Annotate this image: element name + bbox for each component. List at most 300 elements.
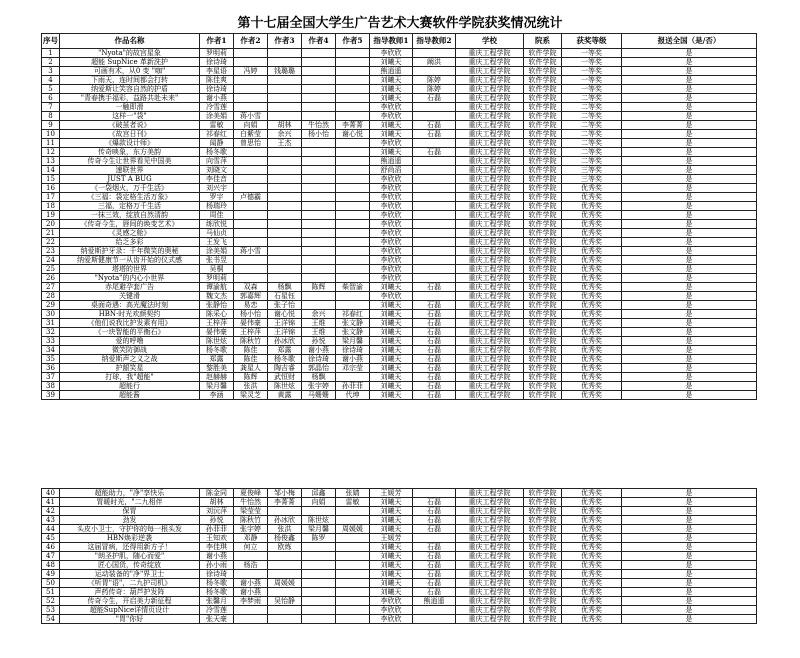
cell-advisor2 (413, 202, 456, 211)
cell-index: 49 (42, 570, 60, 579)
cell-award-level: 优秀奖 (562, 301, 622, 310)
cell-department: 软件学院 (524, 561, 562, 570)
cell-advisor1: 李欣欣 (370, 292, 413, 301)
cell-author2: 李梦雨 (234, 597, 268, 606)
cell-national-submission: 是 (622, 193, 757, 202)
cell-advisor1: 李欣欣 (370, 193, 413, 202)
cell-title: HBN·时光欢颜契约 (60, 310, 200, 319)
cell-index: 44 (42, 525, 60, 534)
cell-national-submission: 是 (622, 606, 757, 615)
cell-advisor1: 舒尚滔 (370, 166, 413, 175)
cell-title: 超能SupNice详情页设计 (60, 606, 200, 615)
cell-department: 软件学院 (524, 301, 562, 310)
cell-advisor2: 石磊 (413, 148, 456, 157)
cell-school: 重庆工程学院 (456, 67, 524, 76)
cell-index: 14 (42, 166, 60, 175)
cell-author5 (336, 516, 370, 525)
cell-national-submission: 是 (622, 130, 757, 139)
cell-author1: 张天豪 (200, 615, 234, 624)
cell-author3 (268, 265, 302, 274)
cell-author5 (336, 274, 370, 283)
table-row (42, 238, 757, 247)
cell-title: 声药传奇：葫芦护发阵 (60, 588, 200, 597)
cell-author1: 谢小燕 (200, 94, 234, 103)
cell-advisor1: 刘曦天 (370, 346, 413, 355)
cell-author4: 郭晶怡 (302, 364, 336, 373)
cell-author3 (268, 561, 302, 570)
cell-advisor2: 石磊 (413, 552, 456, 561)
cell-author2 (234, 103, 268, 112)
cell-author5 (336, 166, 370, 175)
cell-author1: 胡林 (200, 498, 234, 507)
cell-title: 纳爱斯护牙录：千年微笑的奥秘 (60, 247, 200, 256)
cell-department: 软件学院 (524, 256, 562, 265)
cell-author1: 吴桐 (200, 265, 234, 274)
cell-national-submission: 是 (622, 561, 757, 570)
cell-index: 13 (42, 157, 60, 166)
cell-author4 (302, 570, 336, 579)
table-row (42, 489, 757, 498)
cell-index: 50 (42, 579, 60, 588)
cell-author1: 李星语 (200, 67, 234, 76)
cell-national-submission: 是 (622, 175, 757, 184)
cell-author5 (336, 157, 370, 166)
table-row (42, 76, 757, 85)
cell-title: HBN焕彩逆袭 (60, 534, 200, 543)
cell-advisor1: 李欣欣 (370, 139, 413, 148)
cell-author1: 陈佳爽 (200, 76, 234, 85)
table-row (42, 103, 757, 112)
cell-author3: 钱璐璐 (268, 67, 302, 76)
cell-advisor1: 李欣欣 (370, 112, 413, 121)
cell-advisor1: 刘曦天 (370, 283, 413, 292)
cell-advisor2: 石磊 (413, 588, 456, 597)
cell-author4: 向娟 (302, 498, 336, 507)
cell-author3: 王洋锦 (268, 319, 302, 328)
cell-index: 3 (42, 67, 60, 76)
table-row (42, 543, 757, 552)
cell-author3: 郑露 (268, 346, 302, 355)
cell-national-submission: 是 (622, 570, 757, 579)
cell-advisor1: 李欣欣 (370, 615, 413, 624)
cell-department: 软件学院 (524, 534, 562, 543)
cell-advisor2: 石磊 (413, 355, 456, 364)
table-row (42, 229, 757, 238)
cell-school: 重庆工程学院 (456, 561, 524, 570)
page-title: 第十七届全国大学生广告艺术大赛软件学院获奖情况统计 (237, 16, 563, 31)
cell-school: 重庆工程学院 (456, 525, 524, 534)
cell-school: 重庆工程学院 (456, 498, 524, 507)
cell-advisor2: 石磊 (413, 579, 456, 588)
cell-national-submission: 是 (622, 148, 757, 157)
cell-advisor2: 石磊 (413, 498, 456, 507)
cell-author3 (268, 615, 302, 624)
cell-author4: 杨飘 (302, 373, 336, 382)
cell-author1: 周佳 (200, 211, 234, 220)
cell-author2: 谢小燕 (234, 579, 268, 588)
cell-author1: 王梓萍 (200, 319, 234, 328)
cell-department: 软件学院 (524, 498, 562, 507)
cell-advisor1: 刘曦天 (370, 579, 413, 588)
cell-department: 软件学院 (524, 588, 562, 597)
cell-author5 (336, 543, 370, 552)
cell-index: 10 (42, 130, 60, 139)
cell-author3: 邹小梅 (268, 489, 302, 498)
cell-author2 (234, 606, 268, 615)
cell-index: 46 (42, 543, 60, 552)
cell-author1: 李佳琪 (200, 543, 234, 552)
cell-title: 运动装备的"净"界卫士 (60, 570, 200, 579)
cell-title: JUST A BUG (60, 175, 200, 184)
cell-title: 传奇今生让世界看见中国美 (60, 157, 200, 166)
cell-author2: 杨小怡 (234, 310, 268, 319)
cell-index: 31 (42, 319, 60, 328)
cell-school: 重庆工程学院 (456, 58, 524, 67)
cell-advisor1: 李欣欣 (370, 184, 413, 193)
table-header-row (42, 34, 757, 49)
cell-advisor2: 石磊 (413, 561, 456, 570)
cell-award-level: 优秀奖 (562, 292, 622, 301)
cell-author5: 祁春红 (336, 310, 370, 319)
cell-department: 软件学院 (524, 579, 562, 588)
cell-department: 软件学院 (524, 49, 562, 58)
cell-advisor2 (413, 103, 456, 112)
cell-author2: 牛怡然 (234, 498, 268, 507)
cell-department: 软件学院 (524, 543, 562, 552)
cell-national-submission: 是 (622, 76, 757, 85)
cell-school: 重庆工程学院 (456, 588, 524, 597)
cell-author3: 李菁菁 (268, 498, 302, 507)
header-school: 学校 (456, 34, 524, 49)
cell-author2 (234, 58, 268, 67)
cell-author1: 王知欢 (200, 534, 234, 543)
cell-author1: 杨冬歌 (200, 579, 234, 588)
cell-index: 40 (42, 489, 60, 498)
cell-title: "青春携手福彩，益路共赴未来" (60, 94, 200, 103)
cell-national-submission: 是 (622, 103, 757, 112)
cell-author4 (302, 211, 336, 220)
cell-school: 重庆工程学院 (456, 256, 524, 265)
cell-school: 重庆工程学院 (456, 346, 524, 355)
cell-advisor1: 刘曦天 (370, 319, 413, 328)
cell-school: 重庆工程学院 (456, 184, 524, 193)
cell-title: 传奇今生，开启美力新征程 (60, 597, 200, 606)
cell-school: 重庆工程学院 (456, 534, 524, 543)
cell-author1: 冷雪莲 (200, 103, 234, 112)
cell-national-submission: 是 (622, 525, 757, 534)
cell-award-level: 优秀奖 (562, 193, 622, 202)
cell-author2: 向娟 (234, 121, 268, 130)
cell-author3: 王杰 (268, 139, 302, 148)
cell-department: 软件学院 (524, 202, 562, 211)
header-award-level: 获奖等级 (562, 34, 622, 49)
cell-author5 (336, 112, 370, 121)
cell-author1: 孙菲菲 (200, 525, 234, 534)
cell-author5 (336, 148, 370, 157)
cell-award-level: 优秀奖 (562, 220, 622, 229)
cell-title: 打球，我"超能" (60, 373, 200, 382)
cell-department: 软件学院 (524, 346, 562, 355)
cell-award-level: 优秀奖 (562, 346, 622, 355)
cell-award-level: 优秀奖 (562, 525, 622, 534)
cell-title: 匠心国货，传奇绽放 (60, 561, 200, 570)
cell-author3: 杨俊鑫 (268, 534, 302, 543)
cell-department: 软件学院 (524, 391, 562, 400)
cell-author2: 陈秋竹 (234, 337, 268, 346)
cell-advisor2 (413, 184, 456, 193)
cell-school: 重庆工程学院 (456, 597, 524, 606)
cell-advisor1: 刘曦天 (370, 507, 413, 516)
cell-author2: 曾思怡 (234, 139, 268, 148)
cell-advisor1: 刘曦天 (370, 525, 413, 534)
cell-author4 (302, 94, 336, 103)
table-row (42, 337, 757, 346)
cell-author2 (234, 615, 268, 624)
cell-advisor1: 刘曦天 (370, 130, 413, 139)
cell-author2: 晏伟豪 (234, 319, 268, 328)
cell-school: 重庆工程学院 (456, 139, 524, 148)
cell-author1: 晏伟豪 (200, 328, 234, 337)
cell-award-level: 三等奖 (562, 175, 622, 184)
cell-advisor1: 李欣欣 (370, 202, 413, 211)
table-row (42, 579, 757, 588)
header-advisor2: 指导教师2 (413, 34, 456, 49)
cell-author2: 张宇婷 (234, 525, 268, 534)
header-author5: 作者5 (336, 34, 370, 49)
cell-index: 19 (42, 211, 60, 220)
cell-award-level: 优秀奖 (562, 597, 622, 606)
cell-author3 (268, 211, 302, 220)
cell-award-level: 优秀奖 (562, 283, 622, 292)
cell-national-submission: 是 (622, 292, 757, 301)
cell-advisor1: 刘曦天 (370, 382, 413, 391)
cell-title: 胃暖时光，"二九相伴 (60, 498, 200, 507)
table-row (42, 256, 757, 265)
cell-award-level: 优秀奖 (562, 543, 622, 552)
table-row (42, 157, 757, 166)
cell-award-level: 二等奖 (562, 112, 622, 121)
cell-author2: 梁莹莹 (234, 507, 268, 516)
cell-title: 一触即滑 (60, 103, 200, 112)
cell-department: 软件学院 (524, 310, 562, 319)
cell-author2 (234, 570, 268, 579)
cell-index: 16 (42, 184, 60, 193)
cell-author2: 杨浩 (234, 561, 268, 570)
cell-author4 (302, 292, 336, 301)
cell-advisor2: 石磊 (413, 570, 456, 579)
table-row (42, 373, 757, 382)
cell-author2 (234, 175, 268, 184)
cell-author3: 黄露 (268, 391, 302, 400)
cell-title: 赤尾避孕套广告 (60, 283, 200, 292)
cell-index: 52 (42, 597, 60, 606)
cell-advisor2: 阚洪 (413, 58, 456, 67)
cell-author1: 张馨月 (200, 597, 234, 606)
cell-advisor2 (413, 292, 456, 301)
cell-school: 重庆工程学院 (456, 310, 524, 319)
table-row (42, 166, 757, 175)
cell-award-level: 优秀奖 (562, 211, 622, 220)
cell-author1: 罗宇 (200, 193, 234, 202)
cell-author3 (268, 588, 302, 597)
header-national-submission: 报送全国（是/否） (622, 34, 757, 49)
table-row (42, 184, 757, 193)
cell-advisor2: 石磊 (413, 525, 456, 534)
cell-school: 重庆工程学院 (456, 247, 524, 256)
cell-school: 重庆工程学院 (456, 229, 524, 238)
cell-advisor1: 李欣欣 (370, 49, 413, 58)
cell-author1: 杨瑞玲 (200, 202, 234, 211)
cell-title: 《故宫日刊》 (60, 130, 200, 139)
cell-author3 (268, 58, 302, 67)
cell-advisor1: 刘曦天 (370, 373, 413, 382)
cell-title: 微笑防御战 (60, 346, 200, 355)
cell-index: 41 (42, 498, 60, 507)
cell-author5: 谢小燕 (336, 355, 370, 364)
cell-author3 (268, 220, 302, 229)
cell-author4 (302, 256, 336, 265)
cell-national-submission: 是 (622, 184, 757, 193)
cell-author5: 张文静 (336, 328, 370, 337)
cell-index: 20 (42, 220, 60, 229)
cell-author4: 马姗姗 (302, 391, 336, 400)
cell-school: 重庆工程学院 (456, 552, 524, 561)
cell-index: 33 (42, 337, 60, 346)
cell-advisor2: 石磊 (413, 121, 456, 130)
cell-school: 重庆工程学院 (456, 543, 524, 552)
cell-advisor1: 熊逍遥 (370, 157, 413, 166)
cell-author4 (302, 238, 336, 247)
cell-national-submission: 是 (622, 319, 757, 328)
cell-author1: 王发飞 (200, 238, 234, 247)
cell-title: "Nyota"的内心小世界 (60, 274, 200, 283)
cell-advisor1: 刘曦天 (370, 588, 413, 597)
cell-advisor1: 刘曦天 (370, 310, 413, 319)
cell-national-submission: 是 (622, 112, 757, 121)
cell-author3: 胡林 (268, 121, 302, 130)
cell-title: "Nyota"的故宫星象 (60, 49, 200, 58)
cell-advisor2 (413, 256, 456, 265)
cell-author2 (234, 552, 268, 561)
cell-author1: 李涵 (200, 391, 234, 400)
cell-author1: 雷敏 (200, 121, 234, 130)
cell-advisor2 (413, 157, 456, 166)
cell-author1: 涂美娟 (200, 112, 234, 121)
cell-index: 25 (42, 265, 60, 274)
cell-school: 重庆工程学院 (456, 265, 524, 274)
cell-national-submission: 是 (622, 579, 757, 588)
cell-award-level: 二等奖 (562, 139, 622, 148)
cell-author1: 谢小燕 (200, 552, 234, 561)
cell-author5 (336, 229, 370, 238)
cell-award-level: 优秀奖 (562, 364, 622, 373)
cell-author5 (336, 534, 370, 543)
cell-advisor1: 李欣欣 (370, 211, 413, 220)
cell-award-level: 优秀奖 (562, 489, 622, 498)
cell-national-submission: 是 (622, 355, 757, 364)
cell-title: 头皮小卫士，守护你的每一根头发 (60, 525, 200, 534)
cell-school: 重庆工程学院 (456, 579, 524, 588)
cell-author5: 柴智渝 (336, 283, 370, 292)
cell-advisor2 (413, 247, 456, 256)
cell-title: 劲发 (60, 516, 200, 525)
cell-department: 软件学院 (524, 103, 562, 112)
cell-advisor2: 石磊 (413, 328, 456, 337)
cell-author1: 李佳音 (200, 175, 234, 184)
cell-author1: 陈采心 (200, 310, 234, 319)
cell-author4: 陈辉 (302, 283, 336, 292)
cell-author4: 邱鑫 (302, 489, 336, 498)
cell-title: 下雨天，连时间都会打转 (60, 76, 200, 85)
cell-index: 26 (42, 274, 60, 283)
cell-author2 (234, 211, 268, 220)
cell-department: 软件学院 (524, 382, 562, 391)
cell-author3: 武恒财 (268, 373, 302, 382)
cell-advisor2: 石磊 (413, 337, 456, 346)
cell-author5 (336, 507, 370, 516)
cell-author2: 蒋小雪 (234, 247, 268, 256)
cell-school: 重庆工程学院 (456, 211, 524, 220)
cell-author4 (302, 579, 336, 588)
cell-author1: 徐诗琦 (200, 85, 234, 94)
cell-author2: 郭嘉辉 (234, 292, 268, 301)
cell-author3 (268, 94, 302, 103)
cell-school: 重庆工程学院 (456, 112, 524, 121)
cell-author4 (302, 561, 336, 570)
cell-national-submission: 是 (622, 229, 757, 238)
cell-author2 (234, 94, 268, 103)
cell-author2: 易恋 (234, 301, 268, 310)
cell-advisor2 (413, 112, 456, 121)
cell-advisor1: 李欣欣 (370, 229, 413, 238)
cell-advisor2 (413, 139, 456, 148)
cell-index: 1 (42, 49, 60, 58)
cell-award-level: 优秀奖 (562, 328, 622, 337)
cell-index: 5 (42, 85, 60, 94)
cell-school: 重庆工程学院 (456, 49, 524, 58)
cell-award-level: 优秀奖 (562, 391, 622, 400)
cell-national-submission: 是 (622, 157, 757, 166)
cell-index: 28 (42, 292, 60, 301)
cell-advisor2: 石磊 (413, 364, 456, 373)
table-row (42, 615, 757, 624)
cell-author1: 涂美娟 (200, 247, 234, 256)
cell-school: 重庆工程学院 (456, 615, 524, 624)
cell-author1: 罗明莉 (200, 49, 234, 58)
cell-school: 重庆工程学院 (456, 373, 524, 382)
cell-advisor2 (413, 193, 456, 202)
cell-advisor2: 石磊 (413, 310, 456, 319)
cell-index: 12 (42, 148, 60, 157)
table-row (42, 283, 757, 292)
table-row (42, 552, 757, 561)
cell-author3: 张洪 (268, 525, 302, 534)
cell-author5 (336, 49, 370, 58)
cell-national-submission: 是 (622, 238, 757, 247)
cell-advisor1: 李欣欣 (370, 256, 413, 265)
cell-award-level: 二等奖 (562, 130, 622, 139)
cell-author2 (234, 238, 268, 247)
cell-author5 (336, 292, 370, 301)
cell-award-level: 优秀奖 (562, 579, 622, 588)
cell-author2: 何立 (234, 543, 268, 552)
cell-national-submission: 是 (622, 346, 757, 355)
cell-index: 22 (42, 238, 60, 247)
header-advisor1: 指导教师1 (370, 34, 413, 49)
table-row (42, 202, 757, 211)
cell-author4: 梁月馨 (302, 525, 336, 534)
cell-advisor2 (413, 49, 456, 58)
